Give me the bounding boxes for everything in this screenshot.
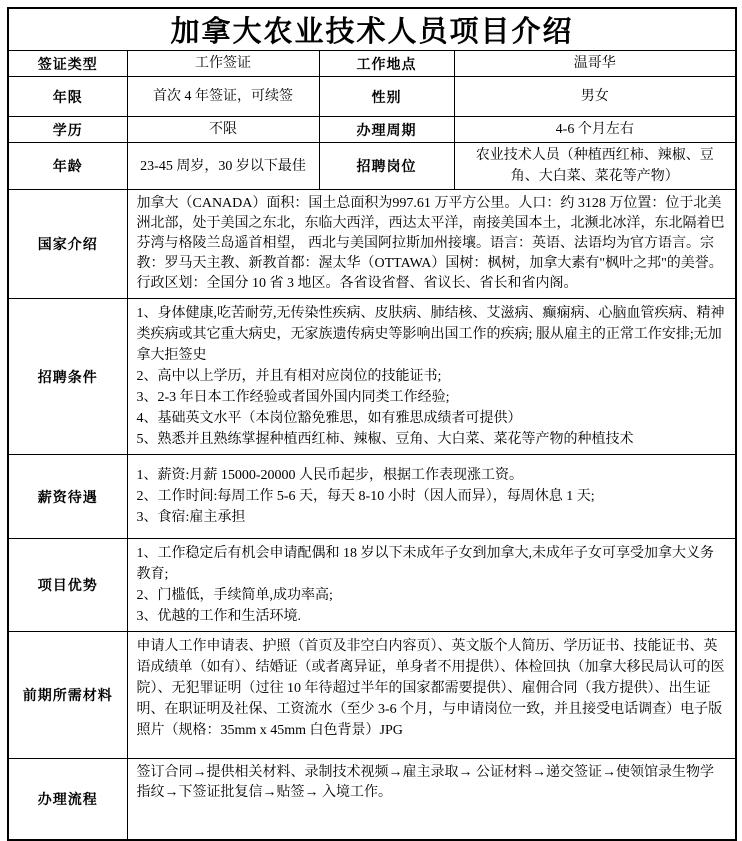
processing-period-value: 4-6 个月左右 <box>454 117 736 143</box>
visa-type-label: 签证类型 <box>8 51 127 77</box>
project-intro-table <box>7 7 737 841</box>
advantages-content <box>127 539 736 632</box>
table-row-conditions <box>8 299 736 455</box>
materials-label: 前期所需材料 <box>8 632 127 759</box>
visa-years-value: 首次 4 年签证，可续签 <box>127 77 319 117</box>
condition-item: 3、2-3 年日本工作经验或者国外国内同类工作经验; <box>136 390 450 405</box>
table-row-country-intro <box>8 190 736 299</box>
table-row-visa-location <box>8 51 736 77</box>
table-row-salary <box>8 455 736 539</box>
table-row-education-period <box>8 117 736 143</box>
visa-years-label: 年限 <box>8 77 127 117</box>
advantage-item: 3、优越的工作和生活环境. <box>136 609 301 624</box>
advantages-label: 项目优势 <box>8 539 127 632</box>
processing-period-label: 办理周期 <box>319 117 454 143</box>
work-location-value: 温哥华 <box>454 51 736 77</box>
conditions-content <box>127 299 736 455</box>
country-intro-label: 国家介绍 <box>8 190 127 299</box>
table-row-materials <box>8 632 736 759</box>
position-value: 农业技术人员（种植西红柿、辣椒、豆角、大白菜、菜花等产物） <box>454 143 736 190</box>
page-title: 加拿大农业技术人员项目介绍 <box>8 8 736 51</box>
salary-label: 薪资待遇 <box>8 455 127 539</box>
age-label: 年龄 <box>8 143 127 190</box>
gender-value: 男女 <box>454 77 736 117</box>
condition-item: 4、基础英文水平（本岗位豁免雅思，如有雅思成绩者可提供） <box>136 411 522 426</box>
advantage-item: 1、工作稳定后有机会申请配偶和 18 岁以下未成年子女到加拿大,未成年子女可享受加拿大义务教育; <box>136 546 714 582</box>
table-row-advantages <box>8 539 736 632</box>
table-row-process <box>8 759 736 840</box>
position-label: 招聘岗位 <box>319 143 454 190</box>
education-value: 不限 <box>127 117 319 143</box>
salary-content <box>127 455 736 539</box>
age-value: 23-45 周岁，30 岁以下最佳 <box>127 143 319 190</box>
advantage-item: 2、门槛低，手续简单,成功率高; <box>136 588 333 603</box>
education-label: 学历 <box>8 117 127 143</box>
condition-item: 2、高中以上学历，并且有相对应岗位的技能证书; <box>136 369 442 384</box>
table-row-years-gender <box>8 77 736 117</box>
salary-item: 2、工作时间:每周工作 5-6 天，每天 8-10 小时（因人而异），每周休息 1 天; <box>136 489 595 504</box>
process-label: 办理流程 <box>8 759 127 840</box>
condition-item: 1、身体健康,吃苦耐劳,无传染性疾病、皮肤病、肺结核、艾滋病、癫痫病、心脑血管疾病、精神类疾病或其它重大病史，无家族遗传病史等影响出国工作的疾病; 服从雇主的正常工作安排;无加拿大拒签史 <box>136 306 725 363</box>
materials-content: 申请人工作申请表、护照（首页及非空白内容页）、英文版个人简历、学历证书、技能证书、英语成绩单（如有）、结婚证（或者离异证，单身者不用提供）、体检回执（加拿大移民局认可的医院）、无犯罪证明（过往 10 年待超过半年的国家都需要提供）、雇佣合同（我方提供）、出生证明、在职证明及社保、工资流水（至少 3-6 个月，与申请岗位一致，并且接受电话调查）电子版照片（规格：35mm x 45mm 白色背景）JPG <box>127 632 736 759</box>
table-row-age-position <box>8 143 736 190</box>
visa-type-value: 工作签证 <box>127 51 319 77</box>
country-intro-content: 加拿大（CANADA）面积：国土总面积为997.61 万平方公里。人口：约 3128 万位置：位于北美洲北部，处于美国之东北，东临大西洋，西达太平洋，南接美国本土，北濒北冰洋，东北隔着巴芬湾与格陵兰岛遥首相望， 西北与美国阿拉斯加州接壤。语言：英语、法语均为官方语言。宗教：罗马天主教、新教首都：渥太华（OTTAWA）国树：枫树，加拿大素有"枫叶之邦"的美誉。行政区划：全国分 10 省 3 地区。各省设省督、省议长、省长和省内阁。 <box>127 190 736 299</box>
conditions-label: 招聘条件 <box>8 299 127 455</box>
salary-item: 1、薪资:月薪 15000-20000 人民币起步，根据工作表现涨工资。 <box>136 468 524 483</box>
condition-item: 5、熟悉并且熟练掌握种植西红柿、辣椒、豆角、大白菜、菜花等产物的种植技术 <box>136 432 634 447</box>
work-location-label: 工作地点 <box>319 51 454 77</box>
salary-item: 3、食宿:雇主承担 <box>136 510 246 525</box>
title-row <box>8 8 736 51</box>
process-content: 签订合同→提供相关材料、录制技术视频→雇主录取→ 公证材料→递交签证→使领馆录生物学指纹→下签证批复信→贴签→ 入境工作。 <box>127 759 736 840</box>
gender-label: 性别 <box>319 77 454 117</box>
